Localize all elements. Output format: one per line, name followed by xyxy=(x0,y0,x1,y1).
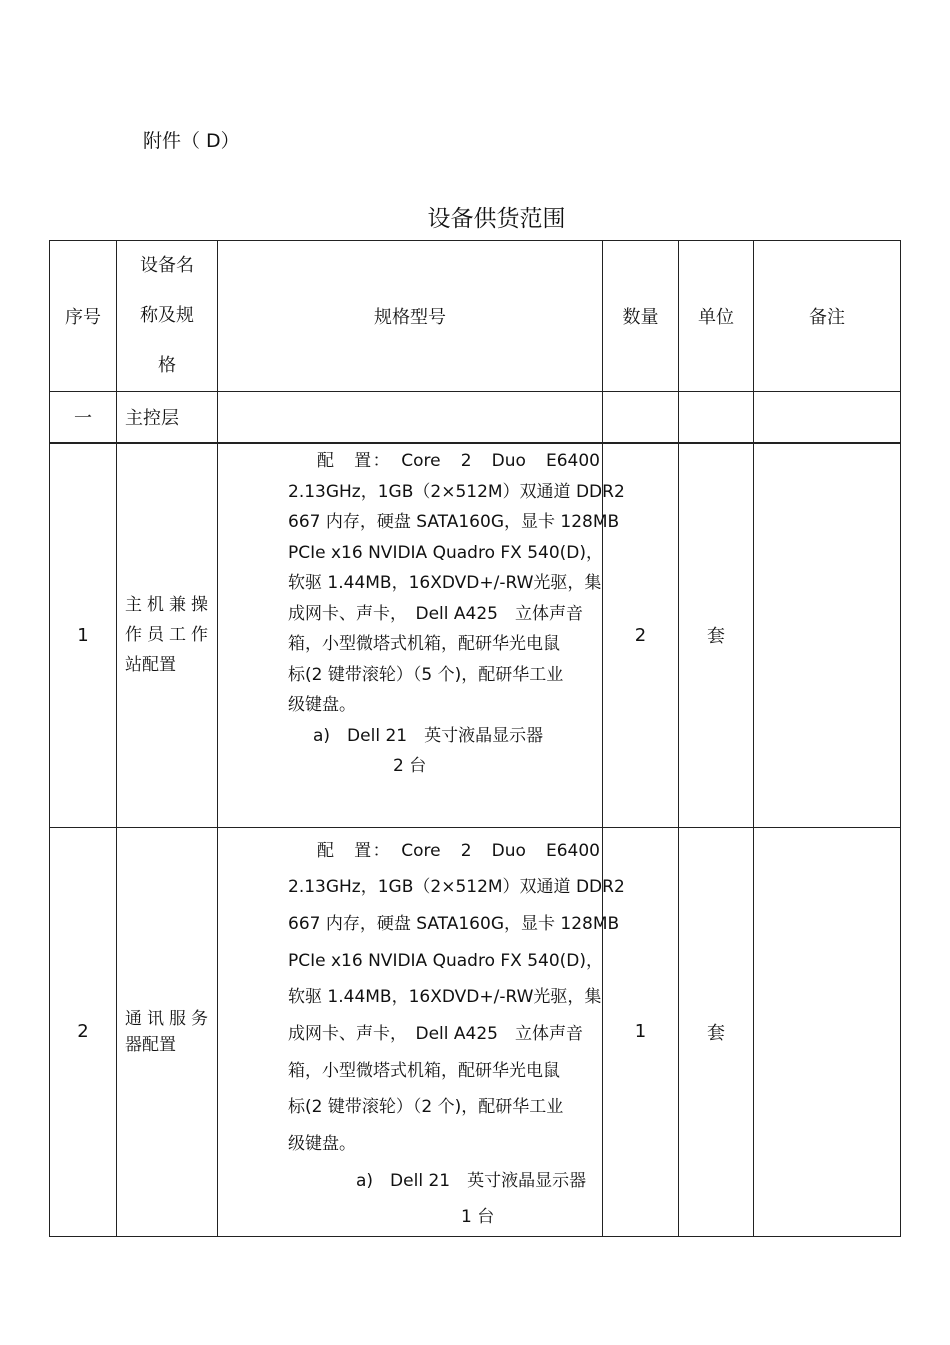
row-name-line: 站配置 xyxy=(125,655,176,676)
row-name-line: 器配置 xyxy=(125,1034,176,1055)
spec-line: 1 台 xyxy=(461,1207,495,1228)
row-no: 1 xyxy=(50,443,117,827)
attachment-label: 附件（ D） xyxy=(143,130,240,152)
header-qty: 数量 xyxy=(603,241,679,392)
document-title: 设备供货范围 xyxy=(427,206,566,232)
spec-line: 箱，小型微塔式机箱，配研华光电鼠 xyxy=(288,1060,560,1081)
spec-line: 2 台 xyxy=(393,756,427,776)
section-no: 一 xyxy=(50,392,117,444)
spec-line: 软驱 1.44MB，16XDVD+/-RW光驱，集 xyxy=(288,987,602,1008)
row-qty: 1 xyxy=(603,827,679,1237)
header-name-line: 称及规 xyxy=(140,305,194,326)
spec-line: 标(2 键带滚轮）（5 个)，配研华工业 xyxy=(288,664,564,685)
spec-line: 标(2 键带滚轮）（2 个)，配研华工业 xyxy=(288,1097,564,1118)
section-row xyxy=(50,392,901,444)
header-no: 序号 xyxy=(50,241,117,392)
spec-line: 成网卡、声卡， Dell A425 立体声音 xyxy=(288,1023,583,1044)
spec-line: 配 置： Core 2 Duo E6400 xyxy=(317,451,600,471)
spec-line: 级键盘。 xyxy=(288,1134,356,1154)
spec-line: 箱，小型微塔式机箱，配研华光电鼠 xyxy=(288,634,560,654)
row-name-line: 作员工作 xyxy=(125,625,208,646)
spec-line: 配 置： Core 2 Duo E6400 xyxy=(317,840,600,861)
header-remark: 备注 xyxy=(754,241,901,392)
spec-line: PCIe x16 NVIDIA Quadro FX 540(D)， xyxy=(288,950,604,971)
spec-line: 级键盘。 xyxy=(288,695,356,715)
spec-line: a) Dell 21 英寸液晶显示器 xyxy=(313,725,544,746)
header-name-line: 格 xyxy=(158,355,176,376)
row-unit: 套 xyxy=(679,827,754,1237)
spec-line: 2.13GHz，1GB（2×512M）双通道 DDR2 xyxy=(288,877,625,898)
table-header-row xyxy=(50,241,901,392)
row-name-line: 通讯服务 xyxy=(125,1008,208,1029)
equipment-table xyxy=(49,240,901,1237)
spec-line: 667 内存，硬盘 SATA160G，显卡 128MB xyxy=(288,512,620,532)
table-row xyxy=(50,827,901,1237)
header-spec: 规格型号 xyxy=(218,241,603,392)
row-spec xyxy=(218,827,625,1237)
row-spec xyxy=(218,443,625,827)
header-name xyxy=(117,241,218,392)
row-unit: 套 xyxy=(679,443,754,827)
spec-line: 软驱 1.44MB，16XDVD+/-RW光驱，集 xyxy=(288,573,602,593)
spec-line: PCIe x16 NVIDIA Quadro FX 540(D)， xyxy=(288,542,604,563)
row-remark xyxy=(754,827,901,1237)
table-row xyxy=(50,443,901,827)
row-no: 2 xyxy=(50,827,117,1237)
section-name: 主控层 xyxy=(117,392,218,444)
row-name xyxy=(117,827,218,1237)
spec-line: 2.13GHz，1GB（2×512M）双通道 DDR2 xyxy=(288,481,625,502)
header-name-line: 设备名 xyxy=(140,255,194,276)
row-name-line: 主机兼操 xyxy=(125,595,208,616)
spec-line: a) Dell 21 英寸液晶显示器 xyxy=(356,1170,587,1191)
spec-line: 667 内存，硬盘 SATA160G，显卡 128MB xyxy=(288,913,620,934)
spec-line: 成网卡、声卡， Dell A425 立体声音 xyxy=(288,603,583,624)
row-qty: 2 xyxy=(603,443,679,827)
header-unit: 单位 xyxy=(679,241,754,392)
row-name xyxy=(117,443,218,827)
